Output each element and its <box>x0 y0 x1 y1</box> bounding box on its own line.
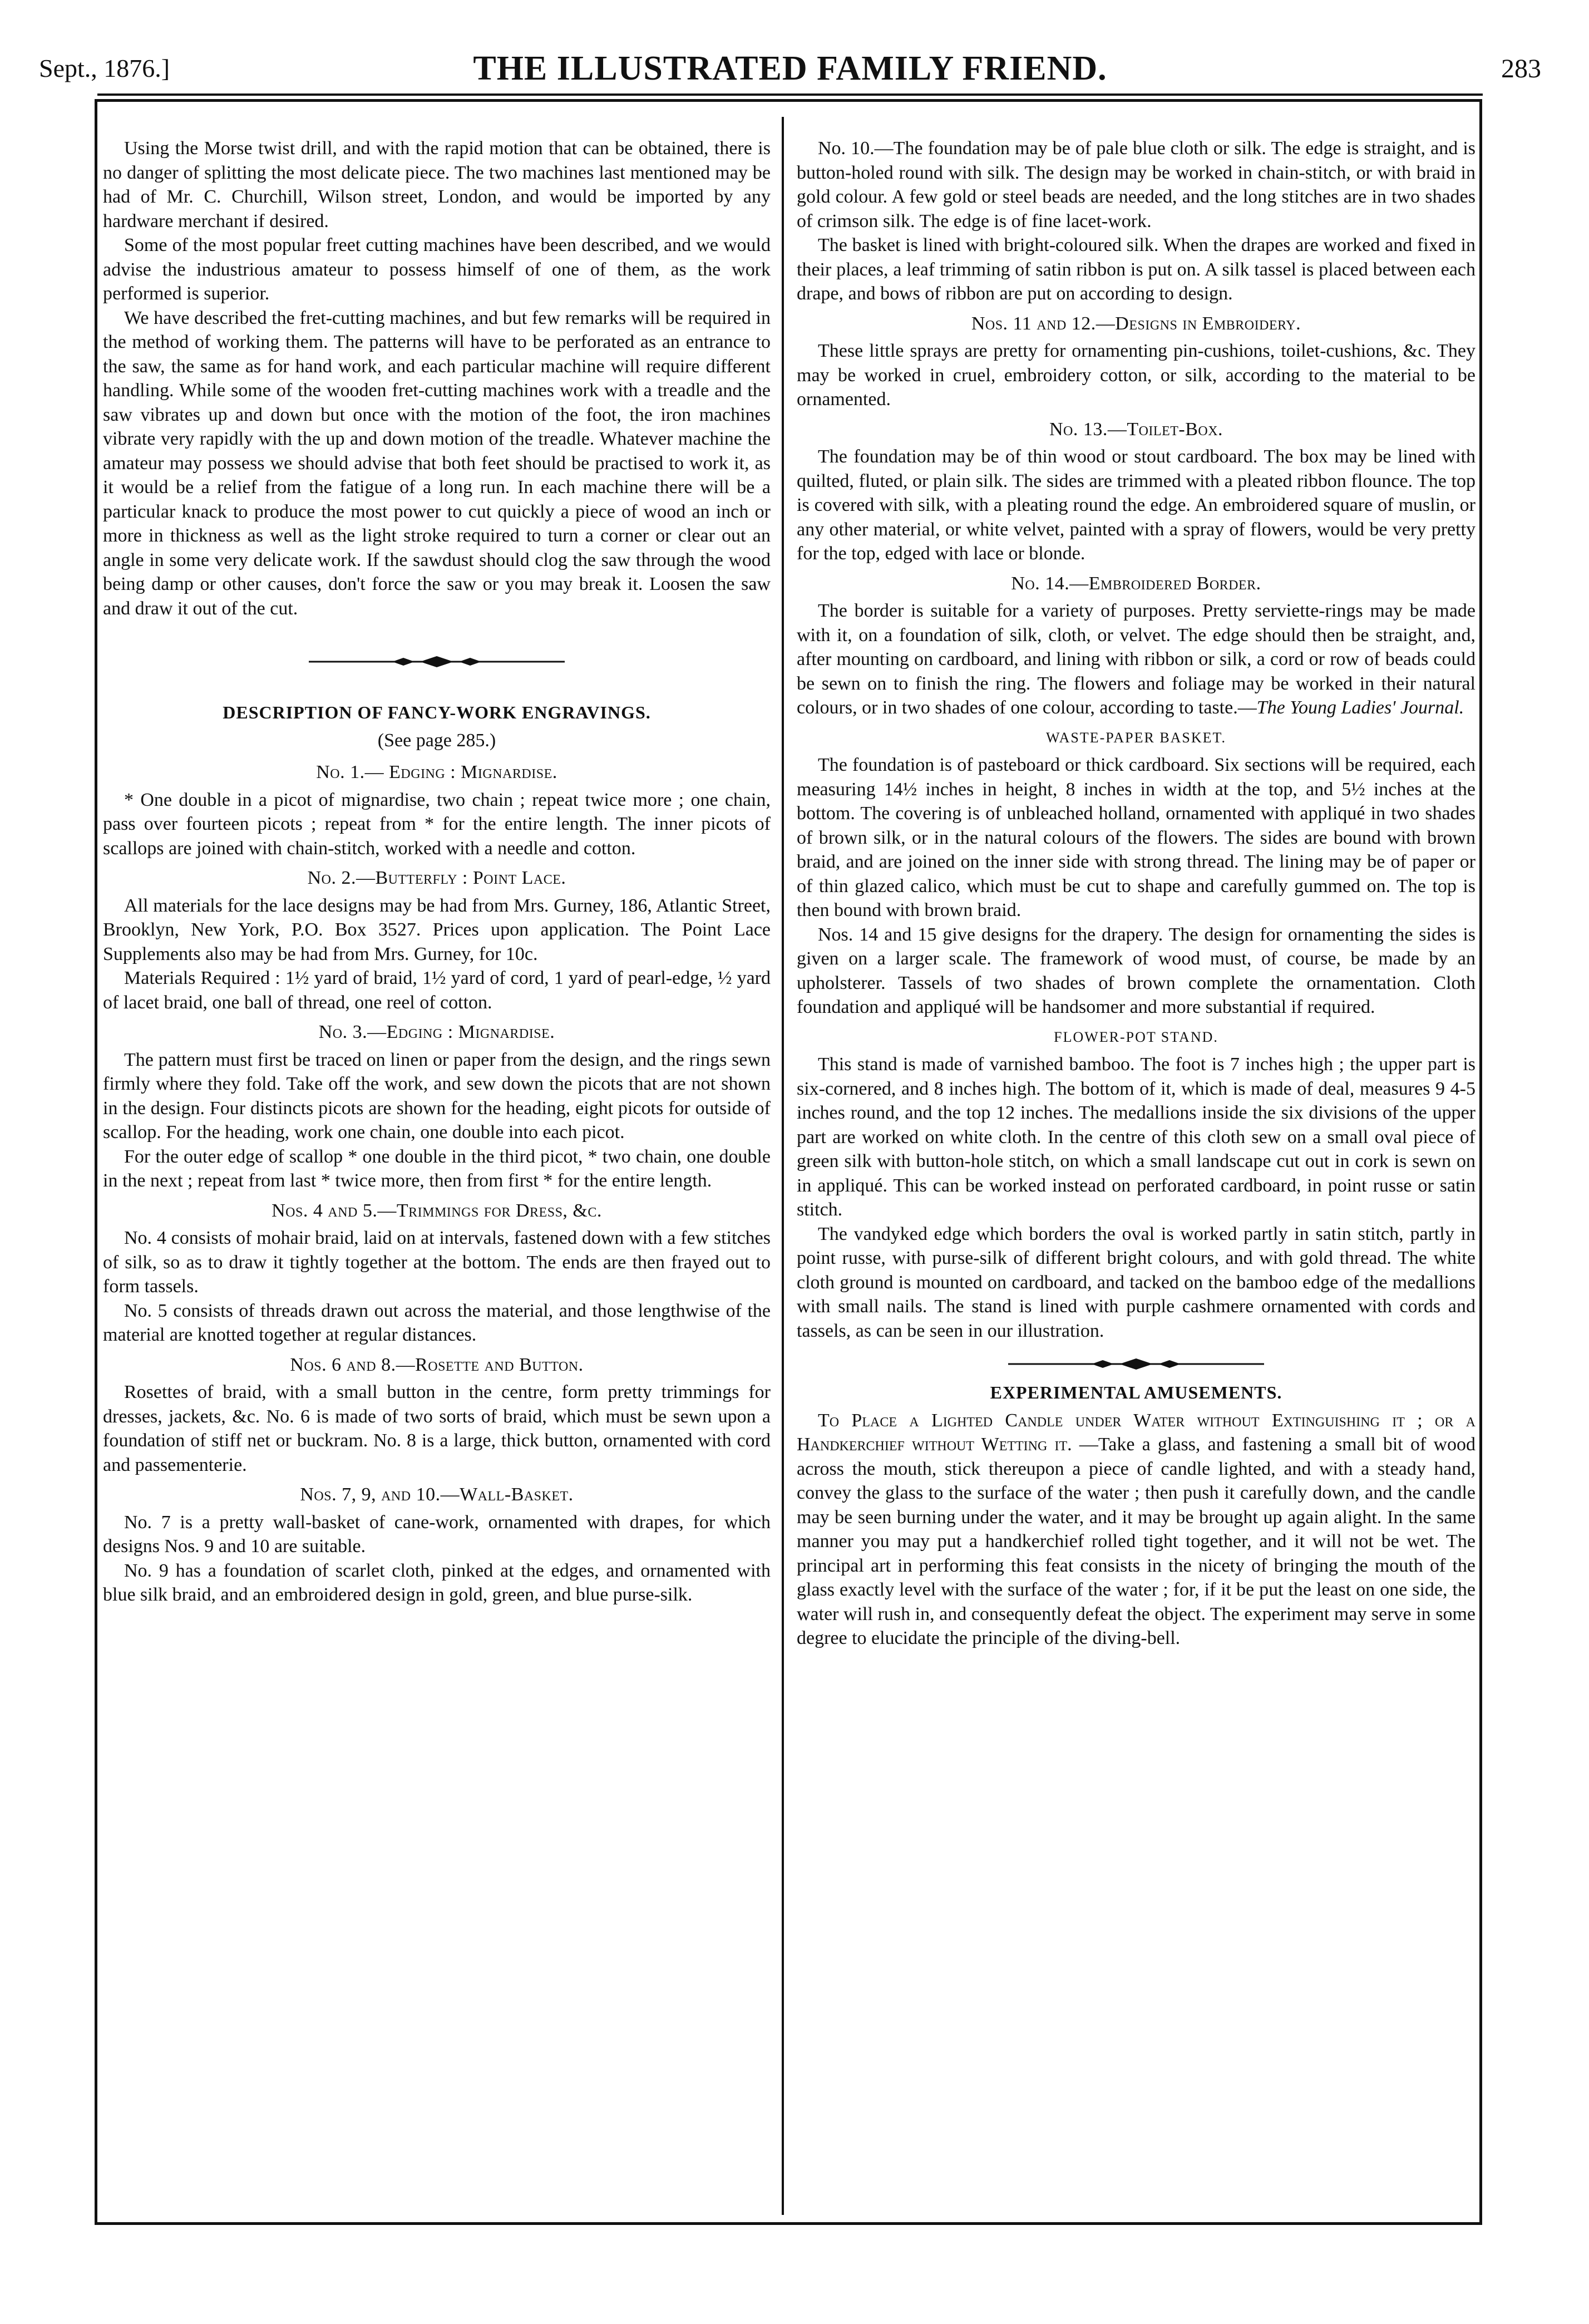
paragraph: For the outer edge of scallop * one double in the third picot, * two chain, one double in the next ; repeat from last * twice more, then from first * for the entire length. <box>103 1146 771 1191</box>
paragraph: No. 5 consists of threads drawn out across the material, and those lengthwise of the material are knotted together at regular distances. <box>103 1300 771 1345</box>
column-divider <box>782 117 784 2215</box>
paragraph: No. 7 is a pretty wall-basket of cane-work, ornamented with drapes, for which designs Nos. 9 and 10 are suitable. <box>103 1511 771 1557</box>
ornament-divider <box>1008 1357 1264 1371</box>
header-date: Sept., 1876.] <box>39 54 170 82</box>
source-citation: The Young Ladies' Journal. <box>1256 697 1464 718</box>
paragraph: The foundation may be of thin wood or stout cardboard. The box may be lined with quilted, fluted, or plain silk. The sides are trimmed with a pleated ribbon flounce. The top is covered with silk, with a pleating round the edge. An embroidered square of muslin, or any other material, or white velvet, painted with a spray of flowers, would be very pretty for the top, edged with lace or blonde. <box>797 446 1476 564</box>
paragraph: These little sprays are pretty for ornamenting pin-cushions, toilet-cushions, &c. They may be worked in cruel, embroidery cotton, or silk, according to the material to be ornamented. <box>797 341 1476 410</box>
subheading: Nos. 7, 9, and 10.—Wall-Basket. <box>300 1484 574 1505</box>
paragraph: No. 9 has a foundation of scarlet cloth, pinked at the edges, and ornamented with blue silk braid, and an embroidered design in gold, green, and blue purse-silk. <box>103 1560 771 1605</box>
right-column <box>797 136 1476 1651</box>
page-header <box>39 49 1541 93</box>
subheading: FLOWER-POT STAND. <box>1054 1028 1218 1045</box>
paragraph: The basket is lined with bright-coloured silk. When the drapes are worked and fixed in their places, a leaf trimming of satin ribbon is put on. A silk tassel is placed between each drape, and bows of ribbon are put on according to design. <box>797 235 1476 304</box>
subheading: WASTE-PAPER BASKET. <box>1045 729 1227 746</box>
ornament-divider <box>309 655 565 668</box>
paragraph: The pattern must first be traced on linen or paper from the design, and the rings sewn firmly where they fold. Take off the work, and sew down the picots that are not shown in the design. Four distincts picots are shown for the heading, eight picots for outside of scallop. For the heading, work one chain, one double into each picot. <box>103 1049 771 1143</box>
paragraph: We have described the fret-cutting machines, and but few remarks will be required in the method of working them. The patterns will have to be perforated as an entrance to the saw, the same as for hand work, and each particular machine will require different handling. While some of the wooden fret-cutting machines work with a treadle and the saw vibrates up and down but once with the motion of the foot, the iron machines vibrate very rapidly with the up and down motion of the treadle. Whatever machine the amateur may possess we should advise that both feet should be practised to work it, as it would be a relief from the fatigue of a long run. In each machine there will be a particular knack to produce the most power to cut quickly a piece of wood an inch or more in thickness as well as the light stroke required to turn a corner or clear out an angle in some very delicate work. If the sawdust should clog the saw through the wood being damp or other causes, don't force the saw or you may break it. Loosen the saw and draw it out of the cut. <box>103 307 771 619</box>
paragraph: Rosettes of braid, with a small button in the centre, form pretty trimmings for dresses, jackets, &c. No. 6 is made of two sorts of braid, which must be sewn upon a foundation of stiff net or buckram. No. 8 is a large, thick button, ornamented with cord and passementerie. <box>103 1382 771 1475</box>
subheading: No. 1.— Edging : Mignardise. <box>316 762 557 782</box>
section-title: DESCRIPTION OF FANCY-WORK ENGRAVINGS. <box>223 702 651 722</box>
subheading: No. 14.—Embroidered Border. <box>1011 573 1261 594</box>
paragraph: This stand is made of varnished bamboo. The foot is 7 inches high ; the upper part is six-cornered, and 8 inches high. The bottom of it, which is made of deal, measures 9 4-5 inches round, and the top 12 inches. The medallions inside the six divisions of the upper part are worked on white cloth. In the centre of this cloth sew on a small oval piece of green silk with button-hole stitch, on which a small landscape cut out in cork is sewn on in appliqué. This can be worked instead on perforated cardboard, in point russe or satin stitch. <box>797 1054 1476 1220</box>
paragraph <box>797 1409 1476 1651</box>
left-column <box>103 136 771 1607</box>
paragraph: The vandyked edge which borders the oval is worked partly in satin stitch, partly in point russe, with purse-silk of different bright colours, and with gold thread. The white cloth ground is mounted on cardboard, and tacked on the bamboo edge of the medallions with small nails. The stand is lined with purple cashmere ornamented with cords and tassels, as can be seen in our illustration. <box>797 1223 1476 1341</box>
subheading: Nos. 4 and 5.—Trimmings for Dress, &c. <box>272 1200 602 1221</box>
paragraph: No. 4 consists of mohair braid, laid on at intervals, fastened down with a few stitches of silk, so as to draw it tightly together at the bottom. The ends are then frayed out to form tassels. <box>103 1228 771 1297</box>
header-page-number: 283 <box>1501 54 1541 83</box>
header-rule <box>97 93 1483 96</box>
subheading: Nos. 6 and 8.—Rosette and Button. <box>290 1354 584 1375</box>
paragraph-text: —Take a glass, and fastening a small bit of wood across the mouth, stick thereupon a piece of candle lighted, and with a steady hand, convey the glass to the surface of the water ; then push it carefully down, and the candle may be seen burning under the water, and it may be brought up again alight. In the same manner you may put a handkerchief rolled tight together, and it will not be wet. The principal art in performing this feat consists in the nicety of bringing the mouth of the glass exactly level with the surface of the water ; for, if it be put the least on one side, the water will rush in, and consequently defeat the object. The experiment may serve in some degree to elucidate the principle of the diving-bell. <box>797 1434 1476 1648</box>
subheading: No. 3.—Edging : Mignardise. <box>318 1022 555 1042</box>
paragraph: No. 10.—The foundation may be of pale blue cloth or silk. The edge is straight, and is button-holed round with silk. The design may be worked in chain-stitch, or with braid in gold colour. A few gold or steel beads are needed, and the long stitches are in two shades of crimson silk. The edge is of fine lacet-work. <box>797 138 1476 232</box>
header-title: THE ILLUSTRATED FAMILY FRIEND. <box>473 50 1107 87</box>
see-page-note: (See page 285.) <box>377 730 496 751</box>
subheading: Nos. 11 and 12.—Designs in Embroidery. <box>971 313 1301 334</box>
paragraph: All materials for the lace designs may be had from Mrs. Gurney, 186, Atlantic Street, Brooklyn, New York, P.O. Box 3527. Prices upon application. The Point Lace Supplements also may be had from Mrs. Gurney, for 10c. <box>103 895 771 964</box>
paragraph: Materials Required : 1½ yard of braid, 1½ yard of cord, 1 yard of pearl-edge, ½ yard of lacet braid, one ball of thread, one reel of cotton. <box>103 968 771 1013</box>
experiment-heading: To Place a Lighted Candle under Water without Extinguishing it ; or a Handkerchief without Wetting it. <box>797 1410 1476 1455</box>
paragraph-text: The border is suitable for a variety of purposes. Pretty serviette-rings may be made with it, on a foundation of silk, cloth, or velvet. The edge should then be straight, and, after mounting on cardboard, and lining with ribbon or silk, a cord or row of beads could be sewn on to finish the ring. The flowers and foliage may be worked in their natural colours, or in two shades of one colour, according to taste.— <box>797 600 1476 718</box>
paragraph: Using the Morse twist drill, and with the rapid motion that can be obtained, there is no danger of splitting the most delicate piece. The two machines last mentioned may be had of Mr. C. Churchill, Wilson street, London, and would be imported by any hardware merchant if desired. <box>103 138 771 232</box>
subheading: No. 13.—Toilet-Box. <box>1049 418 1223 440</box>
paragraph: * One double in a picot of mignardise, two chain ; repeat twice more ; one chain, pass over fourteen picots ; repeat from * for the entire length. The inner picots of scallops are joined with chain-stitch, worked with a needle and cotton. <box>103 789 771 859</box>
paragraph <box>797 599 1476 720</box>
paragraph: Some of the most popular freet cutting machines have been described, and we would advise the industrious amateur to possess himself of one of them, as the work performed is superior. <box>103 235 771 304</box>
paragraph: The foundation is of pasteboard or thick cardboard. Six sections will be required, each measuring 14½ inches in height, 8 inches in width at the top, and 5½ inches at the bottom. The covering is of unbleached holland, ornamented with appliqué in two shades of brown silk, or in the natural colours of the flowers. The sides are bound with brown braid, and are joined on the inner side with strong thread. The lining may be of paper or of thin glazed calico, which must be cut to shape and carefully gummed on. The top is then bound with brown braid. <box>797 755 1476 920</box>
section-title: EXPERIMENTAL AMUSEMENTS. <box>990 1382 1282 1402</box>
paragraph: Nos. 14 and 15 give designs for the drapery. The design for ornamenting the sides is given on a larger scale. The framework of wood must, of course, be made by an upholsterer. Tassels of two shades of brown complete the ornamentation. Cloth foundation and appliqué will be handsomer and more substantial if required. <box>797 924 1476 1017</box>
subheading: No. 2.—Butterfly : Point Lace. <box>307 868 566 888</box>
